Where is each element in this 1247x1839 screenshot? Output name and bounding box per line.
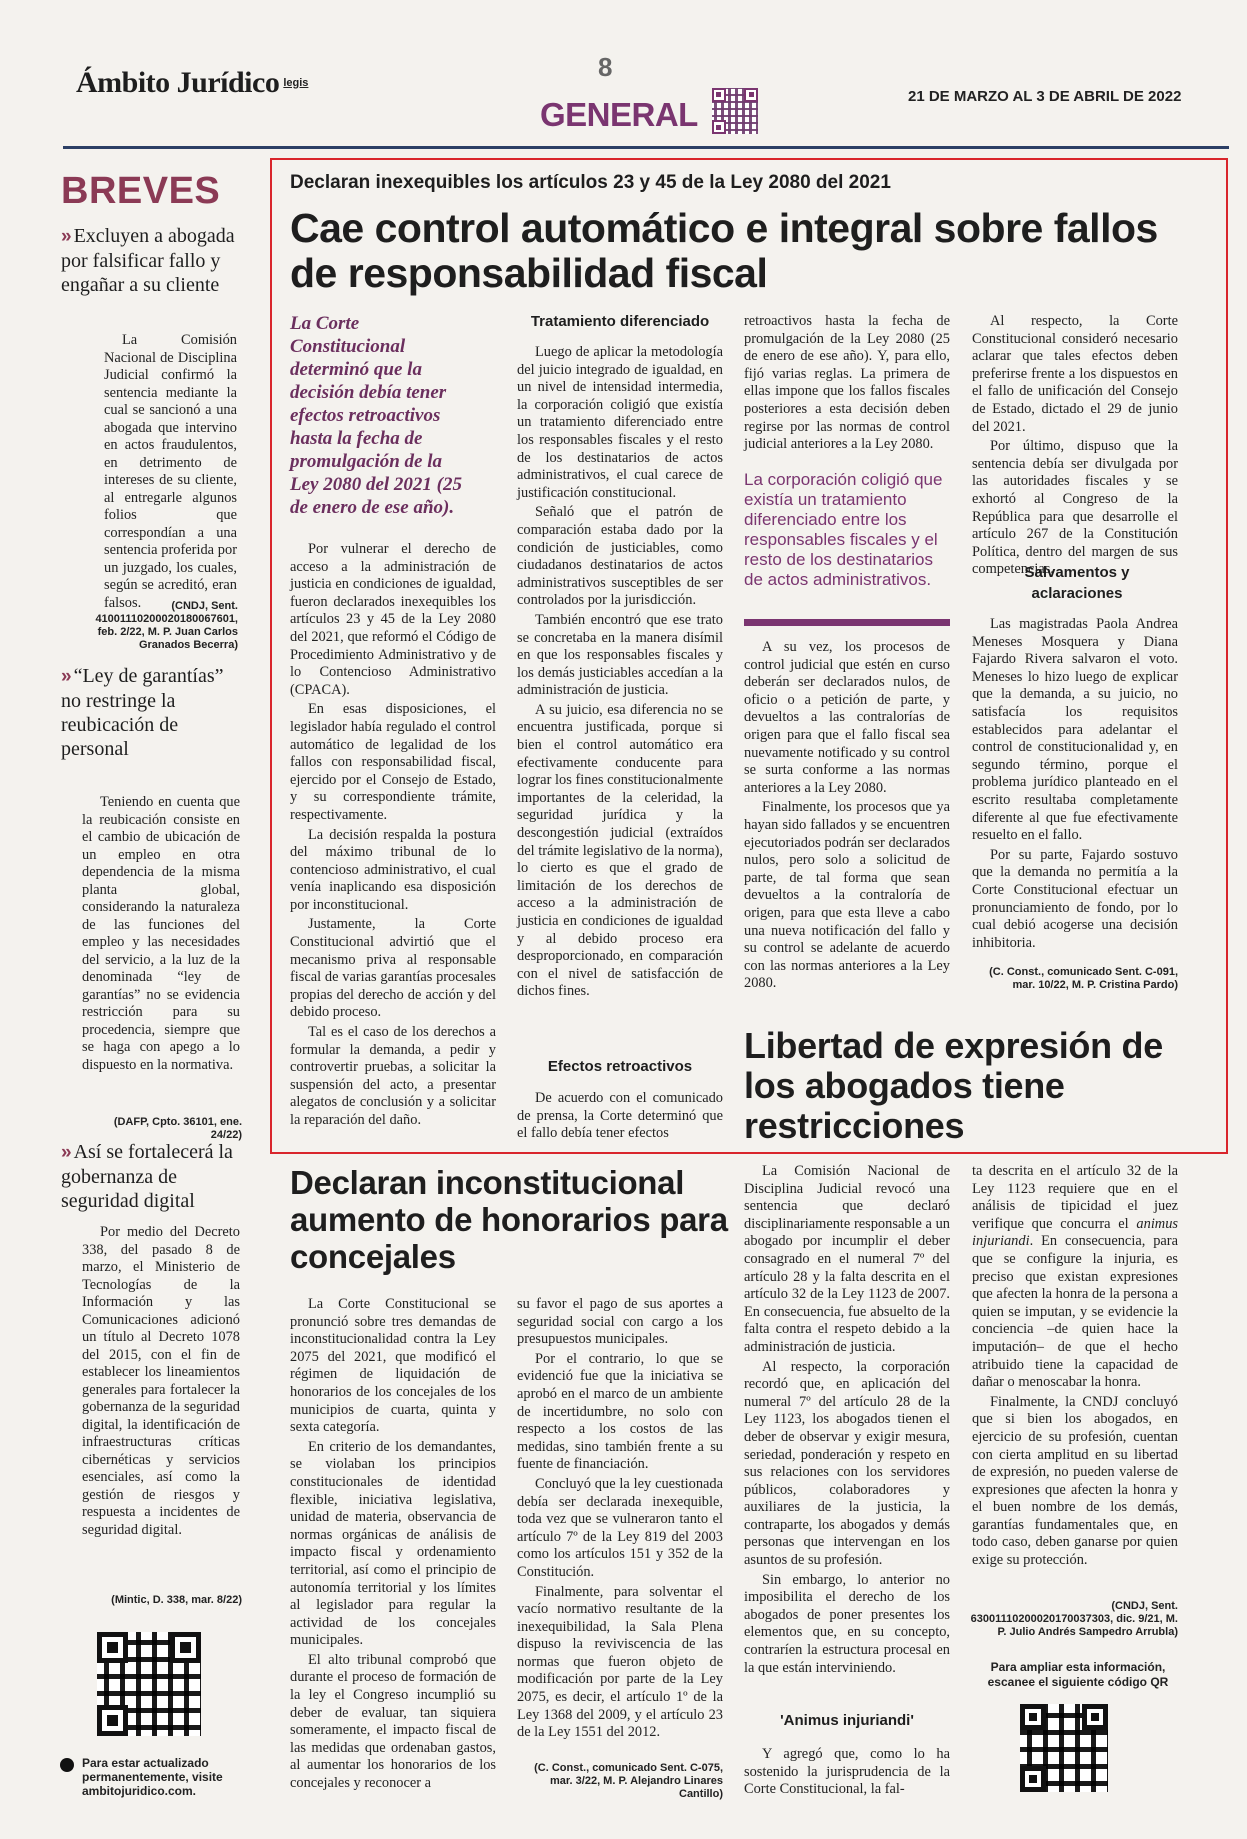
brief-body: Por medio del Decreto 338, del pasado 8 de marzo, el Ministerio de Tecnologías de la Información y las Comunicaciones adicionó un título al Decreto 1078 del 2015, con el fin de establecer los lineamientos generales para fortalecer la gobernanza de la seguridad digital, la identificación de infraestructuras críticas cibernéticas y servicios esenciales, así como la gestión de riesgos y respuesta a incidentes de seguridad digital. [82,1224,240,1538]
brief-title: “Ley de garantías” no restringe la reubicación de personal [61,665,224,760]
brief-title: Excluyen a abogada por falsificar fallo y engañar a su cliente [61,225,235,296]
article-kicker: Declaran inexequibles los artículos 23 y 45 de la Ley 2080 del 2021 [290,172,891,193]
pull-quote-bar [744,619,950,626]
brief-citation: (DAFP, Cpto. 36101, ene. 24/22) [113,1116,242,1141]
pull-quote: La corporación coligió que existía un tratamiento diferenciado entre los responsables fiscales y el resto de los destinatarios de actos administrativos. [744,470,943,589]
article-subhead: Tratamiento diferenciado [530,313,710,330]
libertad-citation: (CNDJ, Sent. 63001110200020170037303, dic. 9/21, M. P. Julio Andrés Sampedro Arrubla) [970,1600,1178,1638]
brief-item-3 [61,1140,241,1213]
article-deck: La Corte Constitucional determinó que la decisión debía tener efectos retroactivos hasta la fecha de promulgación de la Ley 2080 del 2021 (25 de enero de ese año). [290,313,463,518]
article-column-4b: Las magistradas Paola Andrea Meneses Mosquera y Diana Fajardo Rivera salvaron el voto. Meneses lo hizo luego de explicar que la demanda, a su juicio, no satisfacía los requisitos establecidos para adelantar el control de constitucionalidad y, en segundo término, porque el problema jurídico planteado en el escrito resultaba completamente diferente al que fue efectivamente resuelto en el fallo. Por su parte, Fajardo sostuvo que la demanda no permitía a la Corte Constitucional efectuar un pronunciamiento de fondo, por lo cual debió acogerse una decisión inhibitoria. [972,616,1178,951]
libertad-headline: Libertad de expresión de los abogados tiene restricciones [744,1025,1163,1146]
libertad-column-1-end: Y agregó que, como lo ha sostenido la jurisprudencia de la Corte Constitucional, la fal- [744,1746,950,1798]
article-subhead: Efectos retroactivos [547,1058,693,1075]
article-column-1: Por vulnerar el derecho de acceso a la administración de justicia en condiciones de igualdad, fueron declarados inexequibles los artículos 23 y 45 de la Ley 2080 del 2021, que reformó el Código de Procedimiento Administrativo y de lo Contencioso Administrativo (CPACA). En esas disposiciones, el legislador había regulado el control automático de legalidad de los fallos con responsabilidad fiscal, ejercido por el Consejo de Estado, y su correspondiente trámite, respectivamente. La decisión respalda la postura del máximo tribunal de lo contencioso administrativo, el cual venía inaplicando esa disposición por inconstitucional. Justamente, la Corte Constitucional advirtió que el mecanismo priva al responsable fiscal de varias garantías procesales propias del derecho de acción y del debido proceso. Tal es el caso de los derechos a formular la demanda, a pedir y controvertir pruebas, a solicitar la suspensión del acto, a presentar alegatos de conclusión y a solicitar la reparación del daño. [290,541,496,1128]
article-column-4: Al respecto, la Corte Constitucional consideró necesario aclarar que tales efectos deben preferirse frente a los dispuestos en el fallo de unificación del Consejo de Estado, dictado el 29 de junio del 2021. Por último, dispuso que la sentencia debía ser divulgada por las autoridades fiscales y se exhortó al Congreso de la República para que desarrolle el artículo 267 de la Constitución Política, dentro del margen de sus competencias. [972,313,1178,578]
brief-citation: (CNDJ, Sent. 41001110200020180067601, feb. 2/22, M. P. Juan Carlos Granados Becerra) [95,600,238,651]
header-rule [63,146,1229,149]
article-column-3: A su vez, los procesos de control judicial que estén en curso deberán ser declarados nulos, de oficio o a petición de parte, y devueltos a las contralorías de origen para que el fallo fiscal sea nuevamente notificado y su control se surta conforme a las normas anteriores a la Ley 2080. Finalmente, los procesos que ya hayan sido fallados y se encuentren ejecutoriados podrán ser declarados nulos, pero solo a solicitud de parte, de tal forma que sean devueltos a la contraloría de origen, para que esta lleve a cabo una nueva notificación del fallo y su control se adelante de acuerdo con las normas anteriores a la Ley 2080. [744,639,950,992]
article-headline: Cae control automático e integral sobre fallos de responsabilidad fiscal [290,205,1158,296]
qr-code-icon [712,88,758,134]
honorarios-column-1: La Corte Constitucional se pronunció sobre tres demandas de inconstitucionalidad contra la Ley 2075 del 2021, que modificó el régimen de liquidación de honorarios de los concejales de los municipios de cuarta, quinta y sexta categoría. En criterio de los demandantes, se violaban los principios constitucionales de identidad flexible, iniciativa legislativa, unidad de materia, observancia de normas orgánicas de análisis de impacto fiscal y ordenamiento territorial, así como el principio de autonomía territorial y los límites al legislador para regular la actividad de los concejales municipales. El alto tribunal comprobó que durante el proceso de formación de la ley el Congreso incumplió su deber de evaluar, tan siquiera someramente, el impacto fiscal de las medidas que ordenaban gastos, al aumentar los honorarios de los concejales y reconocer a [290,1296,496,1792]
qr-code-icon[interactable] [1020,1704,1108,1792]
masthead [76,66,308,100]
brief-citation: (Mintic, D. 338, mar. 8/22) [111,1594,242,1606]
honorarios-column-2: su favor el pago de sus aportes a seguridad social con cargo a los presupuestos municipales. Por el contrario, lo que se evidenció fue que la iniciativa se aprobó en el marco de un ambiente de incertidumbre, no solo con respecto a los costos de las medidas, sino también frente a su fuente de financiación. Concluyó que la ley cuestionada debía ser declarada inexequible, toda vez que se vulneraron tanto el artículo 7º de la Ley 819 del 2003 como los artículos 151 y 352 de la Constitución. Finalmente, para solventar el vacío normativo resultante de la inexequibilidad, la Sala Plena dispuso la reviviscencia de las normas que fueron objeto de modificación por parte de la Ley 2075, es decir, el artículo 1º de la Ley 1368 del 2009, y el artículo 23 de la Ley 1551 del 2012. [517,1296,723,1741]
chevron-double-icon: » [61,1142,68,1163]
article-subhead: Salvamentos y aclaraciones [1024,564,1130,602]
issue-date: 21 DE MARZO AL 3 DE ABRIL DE 2022 [908,88,1182,105]
chevron-double-icon: » [61,226,68,247]
qr-note: Para ampliar esta información, escanee el siguiente código QR [987,1660,1169,1689]
website-note: Para estar actualizado permanentemente, visite ambitojuridico.com. [82,1756,223,1798]
brief-title: Así se fortalecerá la gobernanza de seguridad digital [61,1141,233,1212]
chevron-double-icon: » [61,666,68,687]
breves-title: BREVES [61,170,221,212]
libertad-subhead: 'Animus injuriandi' [780,1712,914,1729]
gear-bullet-icon [60,1758,74,1772]
publication-name: Ámbito Jurídico [76,66,280,99]
brief-body: Teniendo en cuenta que la reubicación consiste en el cambio de ubicación de un empleo en otra dependencia de la misma planta global, considerando la naturaleza de las funciones del empleo y las necesidades del servicio, a la luz de la denominada “ley de garantías” no se evidencia restricción para su procedencia, siempre que se haga con apego a lo dispuesto en la normativa. [82,794,240,1073]
qr-code-icon[interactable] [97,1632,201,1736]
page-number: 8 [598,52,613,82]
brief-item-1 [61,224,236,297]
honorarios-citation: (C. Const., comunicado Sent. C-075, mar. 3/22, M. P. Alejandro Linares Cantillo) [534,1762,723,1800]
libertad-column-2: ta descrita en el artículo 32 de la Ley 1123 requiere que en el análisis de tipicidad el juez verifique que concurra el animus injuriandi. En consecuencia, para que se configure la injuria, es preciso que existan expresiones que afecten la honra de la persona a quien se imputan, y se evidencie la conciencia –de quien hace la imputación– de que el hecho atribuido tiene la capacidad de dañar o menoscabar la honra. Finalmente, la CNDJ concluyó que si bien los abogados, en ejercicio de su profesión, cuentan con cierta amplitud en su libertad de expresión, no pueden valerse de expresiones que afecten la honra y el buen nombre de los demás, garantías fundamentales que, en todo caso, deben ganarse por quien exige su protección. [972,1163,1178,1569]
section-title: GENERAL [540,96,698,133]
libertad-column-1: La Comisión Nacional de Disciplina Judicial revocó una sentencia que declaró disciplinariamente responsable a un abogado por incumplir el deber consagrado en el numeral 7º del artículo 28 y la falta descrita en el artículo 32 de la Ley 1123 de 2007. En consecuencia, fue absuelto de la falta contra el respeto debido a la administración de justicia. Al respecto, la corporación recordó que, en aplicación del numeral 7º del artículo 28 de la Ley 1123, los abogados tienen el deber de observar y exigir mesura, seriedad, ponderación y respeto en sus relaciones con los servidores públicos, colaboradores y auxiliares de la justicia, la contraparte, los abogados y demás personas que intervengan en los asuntos de su profesión. Sin embargo, lo anterior no imposibilita el derecho de los abogados de poner presentes los elementos que, en su concepto, contraríen la estructura procesal en la que están interviniendo. [744,1163,950,1676]
article-column-2: Luego de aplicar la metodología del juicio integrado de igualdad, en un nivel de intensidad intermedia, la corporación coligió que existía un tratamiento diferenciado entre los responsables fiscales y el resto de los destinatarios de actos administrativos, el cual carece de justificación constitucional. Señaló que el patrón de comparación estaba dado por la condición de justiciables, como ciudadanos destinatarios de actos administrativos susceptibles de ser controlados por la jurisdicción. También encontró que ese trato se concretaba en la manera disímil en que los responsables fiscales y los demás justiciables accedían a la administración de justicia. A su juicio, esa diferencia no se encuentra justificada, porque si bien el control automático era efectivamente conducente para lograr los fines constitucionalmente importantes de la celeridad, la seguridad jurídica y la descongestión judicial (extraídos del trámite legislativo de la norma), lo cierto es que el grado de limitación de los derechos de acceso a la administración de justicia en condiciones de igualdad y al debido proceso era desproporcionado, en comparación con el nivel de satisfacción de dichos fines. [517,344,723,1000]
article-citation: (C. Const., comunicado Sent. C-091, mar. 10/22, M. P. Cristina Pardo) [989,966,1178,991]
honorarios-headline: Declaran inconstitucional aumento de honorarios para concejales [290,1164,728,1275]
publisher-mark: legis [283,76,309,89]
article-column-3-top: retroactivos hasta la fecha de promulgación de la Ley 2080 (25 de enero de ese año). Y, para ello, fijó varias reglas. La primera de ellas impone que los fallos fiscales posteriores a esta decisión deben regirse por las normas de control judicial anteriores a la Ley 2080. [744,313,950,453]
article-column-2-end: De acuerdo con el comunicado de prensa, la Corte determinó que el fallo debía tener efectos [517,1090,723,1142]
brief-body: La Comisión Nacional de Disciplina Judicial confirmó la sentencia mediante la cual se sancionó a una abogada que intervino en actos fraudulentos, en detrimento de intereses de su cliente, al entregarle algunos folios que correspondían a una sentencia proferida por un juzgado, los cuales, según se acreditó, eran falsos. [104,332,237,611]
brief-item-2 [61,664,236,761]
